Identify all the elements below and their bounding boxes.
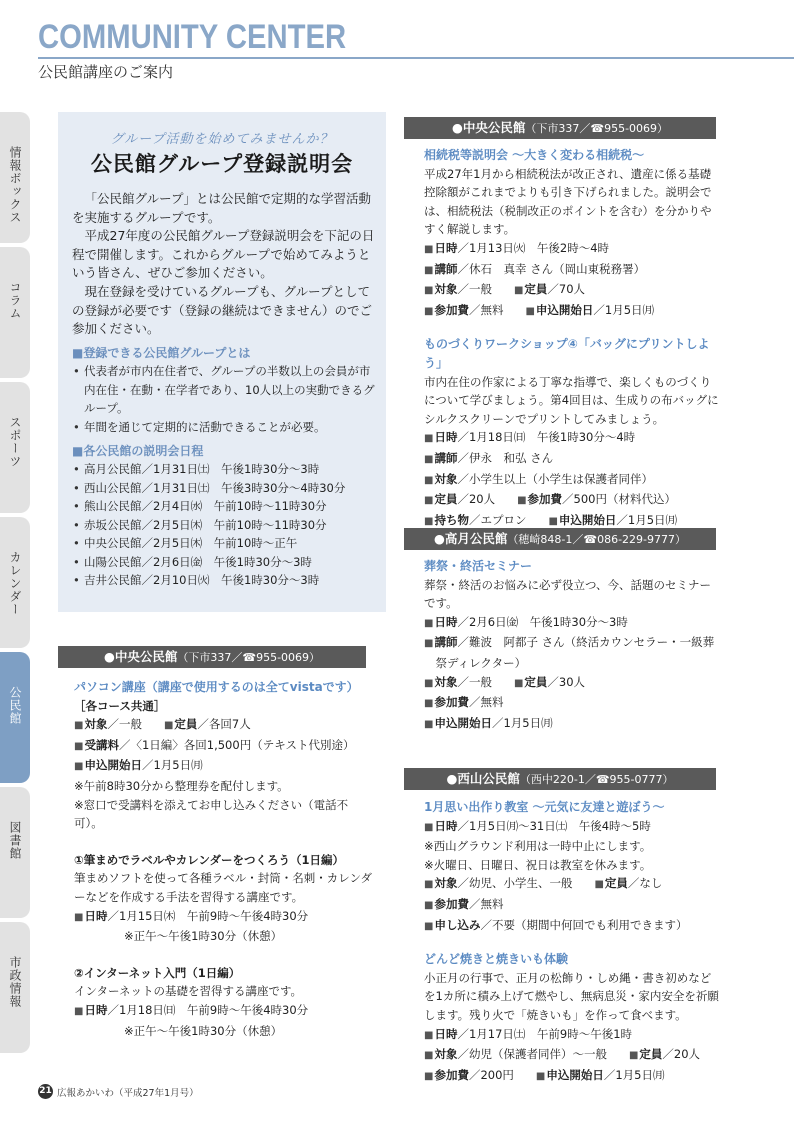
list-item: • 吉井公民館／2月10日㈫ 午後1時30分～3時 [72,571,378,590]
course-title: どんど焼きと焼きいも体験 [424,952,569,967]
value: 一般 [468,674,492,689]
course-title: 相続税等説明会 ～大きく変わる相続税～ [424,148,645,162]
value: 20人 [673,1047,701,1062]
course-title: 葬祭・終活セミナー [424,559,533,573]
takatsuki-block: 葬祭・終活セミナー 葬祭・終活のお悩みに必ず役立つ、今、話題のセミナーです。 ■日時／2月6日㈮ 午後1時30分～3時 ■講師／難波 阿都子 さん（終活カウンセラー・一級葬祭ディレクター） ■対象／一般 ■定員／30人 ■参加費／無料 ■申込開始日／1月5日㈪ [424,557,720,734]
note: ※正午～午後1時30分（休憩） [124,929,283,944]
course-desc: 葬祭・終活のお悩みに必ず役立つ、今、話題のセミナーです。 [424,577,712,611]
course-desc: 市内在住の作家による丁寧な指導で、楽しくものづくりについて学びましょう。第4回目は、生成りの布バッグにシルクスクリーンでプリントしてみましょう。 [424,374,719,426]
label: 日時 [434,818,458,833]
common-heading: ［各コース共通］ [74,698,166,713]
promo-paragraph: 「公民館グループ」とは公民館で定期的な学習活動を実施するグループです。 [72,191,372,225]
label: 日時 [84,908,108,923]
value: 各回7人 [208,717,251,732]
label: 定員 [604,876,628,891]
label: 対象 [434,876,458,891]
course-title: 1月思い出作り教室 ～元気に友達と遊ぼう～ [424,800,665,814]
value: なし [639,876,663,891]
label: 日時 [434,240,458,255]
eligible-heading: ■登録できる公民館グループとは [72,346,251,360]
course1-title: ①筆まめでラベルやカレンダーをつくろう（1日編） [74,852,344,867]
label: 対象 [434,282,458,297]
value: 1月5日㈪ [604,302,655,317]
value: 難波 阿都子 さん（終活カウンセラー・一級葬祭ディレクター） [435,635,715,670]
list-item: • 赤坂公民館／2月5日㈭ 午前10時～11時30分 [72,516,378,535]
list-item: • 高月公民館／1月31日㈯ 午後1時30分～3時 [72,460,378,479]
tab-label: 公民館 [8,686,22,725]
list-item: • 山陽公民館／2月6日㈮ 午後1時30分～3時 [72,553,378,572]
nishiyama-block: 1月思い出作り教室 ～元気に友達と遊ぼう～ ■日時／1月5日㈪～31日㈯ 午後4時～5時 ※西山グラウンド利用は一時中止にします。 ※火曜日、日曜日、祝日は教室を休みます。 ■対象／幼児、小学生、一般 ■定員／なし ■参加費／無料 ■申し込み／不要（期間中何回でも利用できます） どんど焼きと焼きいも体験 小正月の行事で、正月の松飾り・しめ縄・書き初めなどを1カ所に積み上げて燃やし、無病息災・家内安全を祈願します。残り火で「焼きいも」を作って食べます。 ■日時／1月17日㈯ 午前9時～午後1時 ■対象／幼児（保護者同伴）～一般 ■定員／20人 ■参加費／200円 ■申込開始日／1月5日㈪ [424,800,719,1082]
value: 一般 [118,717,142,732]
value: 200円 [480,1067,514,1082]
label: 対象 [434,674,458,689]
label: 申込開始日 [535,302,594,317]
list-item: • 年間を通じて定期的に活動できることが必要。 [72,418,378,437]
label: 講師 [434,450,458,465]
value: 〈1日編〉各回1,500円（テキスト代別途） [130,737,355,752]
tab-label: カレンダー [8,551,22,616]
label: 申込開始日 [84,758,142,773]
label: 日時 [434,1026,458,1041]
header-rule [38,57,794,59]
label: 申込開始日 [558,512,617,527]
tab-column[interactable] [0,247,30,378]
label: 申込開始日 [434,715,492,730]
center-name: ●高月公民館 [433,531,508,546]
label: 対象 [434,1047,458,1062]
course1-desc: 筆まめソフトを使って各種ラベル・封筒・名刺・カレンダーなどを作成する手法を習得する講座です。 [74,871,373,904]
list-item: • 熊山公民館／2月4日㈬ 午前10時～11時30分 [72,497,378,516]
label: 受講料 [84,737,119,752]
value: 1月5日㈪ [503,715,553,730]
center-name: ●中央公民館 [451,120,526,135]
course-title: パソコン講座（講座で使用するのは全てvistaです） [74,680,359,694]
promo-catch: グループ活動を始めてみませんか？ [110,132,334,147]
label: 参加費 [434,695,469,710]
label: 定員 [524,282,548,297]
tab-library[interactable] [0,787,30,918]
label: 講師 [434,635,458,650]
value: 伊永 和弘 さん [468,450,554,465]
page-footer [38,1084,199,1099]
chuo-courses-block: 相続税等説明会 ～大きく変わる相続税～ 平成27年1月から相続税法が改正され、遺産に係る基礎控除額がこれまでよりも引き下げられました。説明会では、相続税法（税制改正のポイントを含む）を分かりやすく解説します。 ■日時／1月13日㈫ 午後2時～4時 ■講師／休石 真幸 さん（岡山東税務署） ■対象／一般 ■定員／70人 ■参加費／無料 ■申込開始日／1月5日㈪ ものづくりワークショップ④「バッグにプリントしよう」 市内在住の作家による丁寧な指導で、楽しくものづくりについて学びましょう。第4回目は、生成りの布バッグにシルクスクリーンでプリントしてみましょう。 ■日時／1月18日㈰ 午後1時30分～4時 ■講師／伊永 和弘 さん ■対象／小学生以上（小学生は保護者同伴） ■定員／20人 ■参加費／500円（材料代込） ■持ち物／エプロン ■申込開始日／1月5日㈪ [424,148,719,527]
label: 定員 [524,674,548,689]
value: 1月13日㈫ 午後2時～4時 [468,240,610,255]
label: 申し込み [434,917,481,932]
course-title: ものづくりワークショップ④「バッグにプリントしよう」 [424,337,710,370]
value: 小学生以上（小学生は保護者同伴） [468,471,653,486]
center-location: （下市337／☎955-0069） [177,651,321,664]
tab-label: 市政情報 [8,956,22,1008]
label: 対象 [434,471,458,486]
promo-paragraph: 現在登録を受けているグループも、グループとしての登録が必要です（登録の継続はできません）のでご参加ください。 [72,283,373,337]
publication-name: 広報あかいわ（平成27年1月号） [57,1087,199,1099]
course-desc: 小正月の行事で、正月の松飾り・しめ縄・書き初めなどを1カ所に積み上げて燃やし、無病息災・家内安全を祈願します。残り火で「焼きいも」を作って食べます。 [424,970,719,1022]
list-item: • 中央公民館／2月5日㈭ 午前10時～正午 [72,534,378,553]
tab-label: 情報ボックス [8,146,22,224]
note: ※窓口で受講料を添えてお申し込みください（電話不可）。 [74,797,349,831]
schedule-list [72,460,378,590]
course-desc: 平成27年1月から相続税法が改正され、遺産に係る基礎控除額がこれまでよりも引き下げられました。説明会では、相続税法（税制改正のポイントを含む）を分かりやすく解説します。 [424,166,712,237]
value: 幼児（保護者同伴）～一般 [468,1047,607,1062]
note: ※正午～午後1時30分（休憩） [124,1023,283,1038]
label: 日時 [434,430,458,445]
label: 参加費 [434,896,469,911]
promo-title: 公民館グループ登録説明会 [90,152,354,176]
section-bar-nishiyama [404,768,716,790]
value: 1月15日㈭ 午前9時～午後4時30分 [118,908,309,923]
value: 1月5日㈪ [615,1067,665,1082]
value: 幼児、小学生、一般 [468,876,573,891]
label: 参加費 [527,492,563,507]
label: 定員 [174,717,198,732]
value: 1月18日㈰ 午後1時30分～4時 [468,430,636,445]
tab-info-box[interactable] [0,112,30,243]
section-bar-chuo-right [404,117,716,139]
note: ※火曜日、日曜日、祝日は教室を休みます。 [424,857,652,872]
label: 持ち物 [434,512,469,527]
schedule-heading: ■各公民館の説明会日程 [72,444,204,458]
value: 無料 [480,302,504,317]
list-item: • 代表者が市内在住者で、グループの半数以上の会員が市内在住・在動・在学者であり、10人以上の実動できるグループ。 [72,362,378,418]
promo-paragraph: 平成27年度の公民館グループ登録説明会を下記の日程で開催します。これからグループで始めてみようという皆さん、ぜひご参加ください。 [72,228,375,281]
label: 参加費 [434,1067,469,1082]
page-number: 21 [38,1084,53,1099]
eligible-list [72,362,378,436]
value: 一般 [468,282,492,297]
pc-course-block: パソコン講座（講座で使用するのは全てvistaです） ［各コース共通］ ■対象／一般 ■定員／各回7人 ■受講料／〈1日編〉各回1,500円（テキスト代別途） ■申込開始日／1月5日㈪ ※午前8時30分から整理券を配付します。 ※窓口で受講料を添えてお申し込みください（電話不可）。 ①筆まめでラベルやカレンダーをつくろう（1日編） 筆まめソフトを使って各種ラベル・封筒・名刺・カレンダーなどを作成する手法を習得する講座です。 ■日時／1月15日㈭ 午前9時～午後4時30分 ※正午～午後1時30分（休憩） ②インターネット入門（1日編） インターネットの基礎を習得する講座です。 ■日時／1月18日㈰ 午前9時～午後4時30分 ※正午～午後1時30分（休憩） [74,678,374,1040]
value: 2月6日㈮ 午後1時30分～3時 [468,614,628,629]
tab-community-center[interactable] [0,652,30,783]
value: 不要（期間中何回でも利用できます） [491,917,688,932]
course2-title: ②インターネット入門（1日編） [74,965,241,980]
label: 講師 [434,261,458,276]
tab-label: 図書館 [8,821,22,860]
value: エプロン [480,512,527,527]
section-bar-chuo-left [58,646,366,668]
center-location: （下市337／☎955-0069） [525,122,669,135]
list-item: • 西山公民館／1月31日㈯ 午後3時30分～4時30分 [72,479,378,498]
center-name: ●中央公民館 [103,649,178,664]
tab-label: スポーツ [8,416,22,468]
center-location: （穂崎848-1／☎086-229-9777） [507,533,686,546]
tab-calendar[interactable] [0,517,30,648]
value: 無料 [480,695,504,710]
label: 日時 [84,1002,108,1017]
page-subtitle: 公民館講座のご案内 [38,63,174,81]
value: 無料 [480,896,504,911]
center-location: （西中220-1／☎955-0777） [519,773,674,786]
value: 500円（材料代込） [573,492,676,507]
label: 日時 [434,614,458,629]
label: 定員 [434,492,458,507]
value: 1月5日㈪～31日㈯ 午後4時～5時 [468,818,651,833]
label: 参加費 [434,302,469,317]
value: 20人 [468,492,496,507]
page-title: COMMUNITY CENTER [38,18,347,56]
value: 1月18日㈰ 午前9時～午後4時30分 [118,1002,309,1017]
section-bar-takatsuki [404,528,716,550]
label: 申込開始日 [546,1067,604,1082]
value: 1月17日㈯ 午前9時～午後1時 [468,1026,633,1041]
note: ※午前8時30分から整理券を配付します。 [74,778,289,793]
value: 70人 [558,282,586,297]
course2-desc: インターネットの基礎を習得する講座です。 [74,984,303,999]
tab-city-info[interactable] [0,922,30,1053]
value: 1月5日㈪ [627,512,678,527]
center-name: ●西山公民館 [446,771,520,786]
tab-label: コラム [8,281,22,320]
value: 1月5日㈪ [153,758,203,773]
value: 30人 [558,674,586,689]
promo-body [72,190,376,339]
label: 対象 [84,717,108,732]
value: 休石 真幸 さん（岡山東税務署） [468,261,646,276]
label: 定員 [639,1047,663,1062]
group-registration-box [58,112,386,612]
tab-sports[interactable] [0,382,30,513]
note: ※西山グラウンド利用は一時中止にします。 [424,839,652,854]
